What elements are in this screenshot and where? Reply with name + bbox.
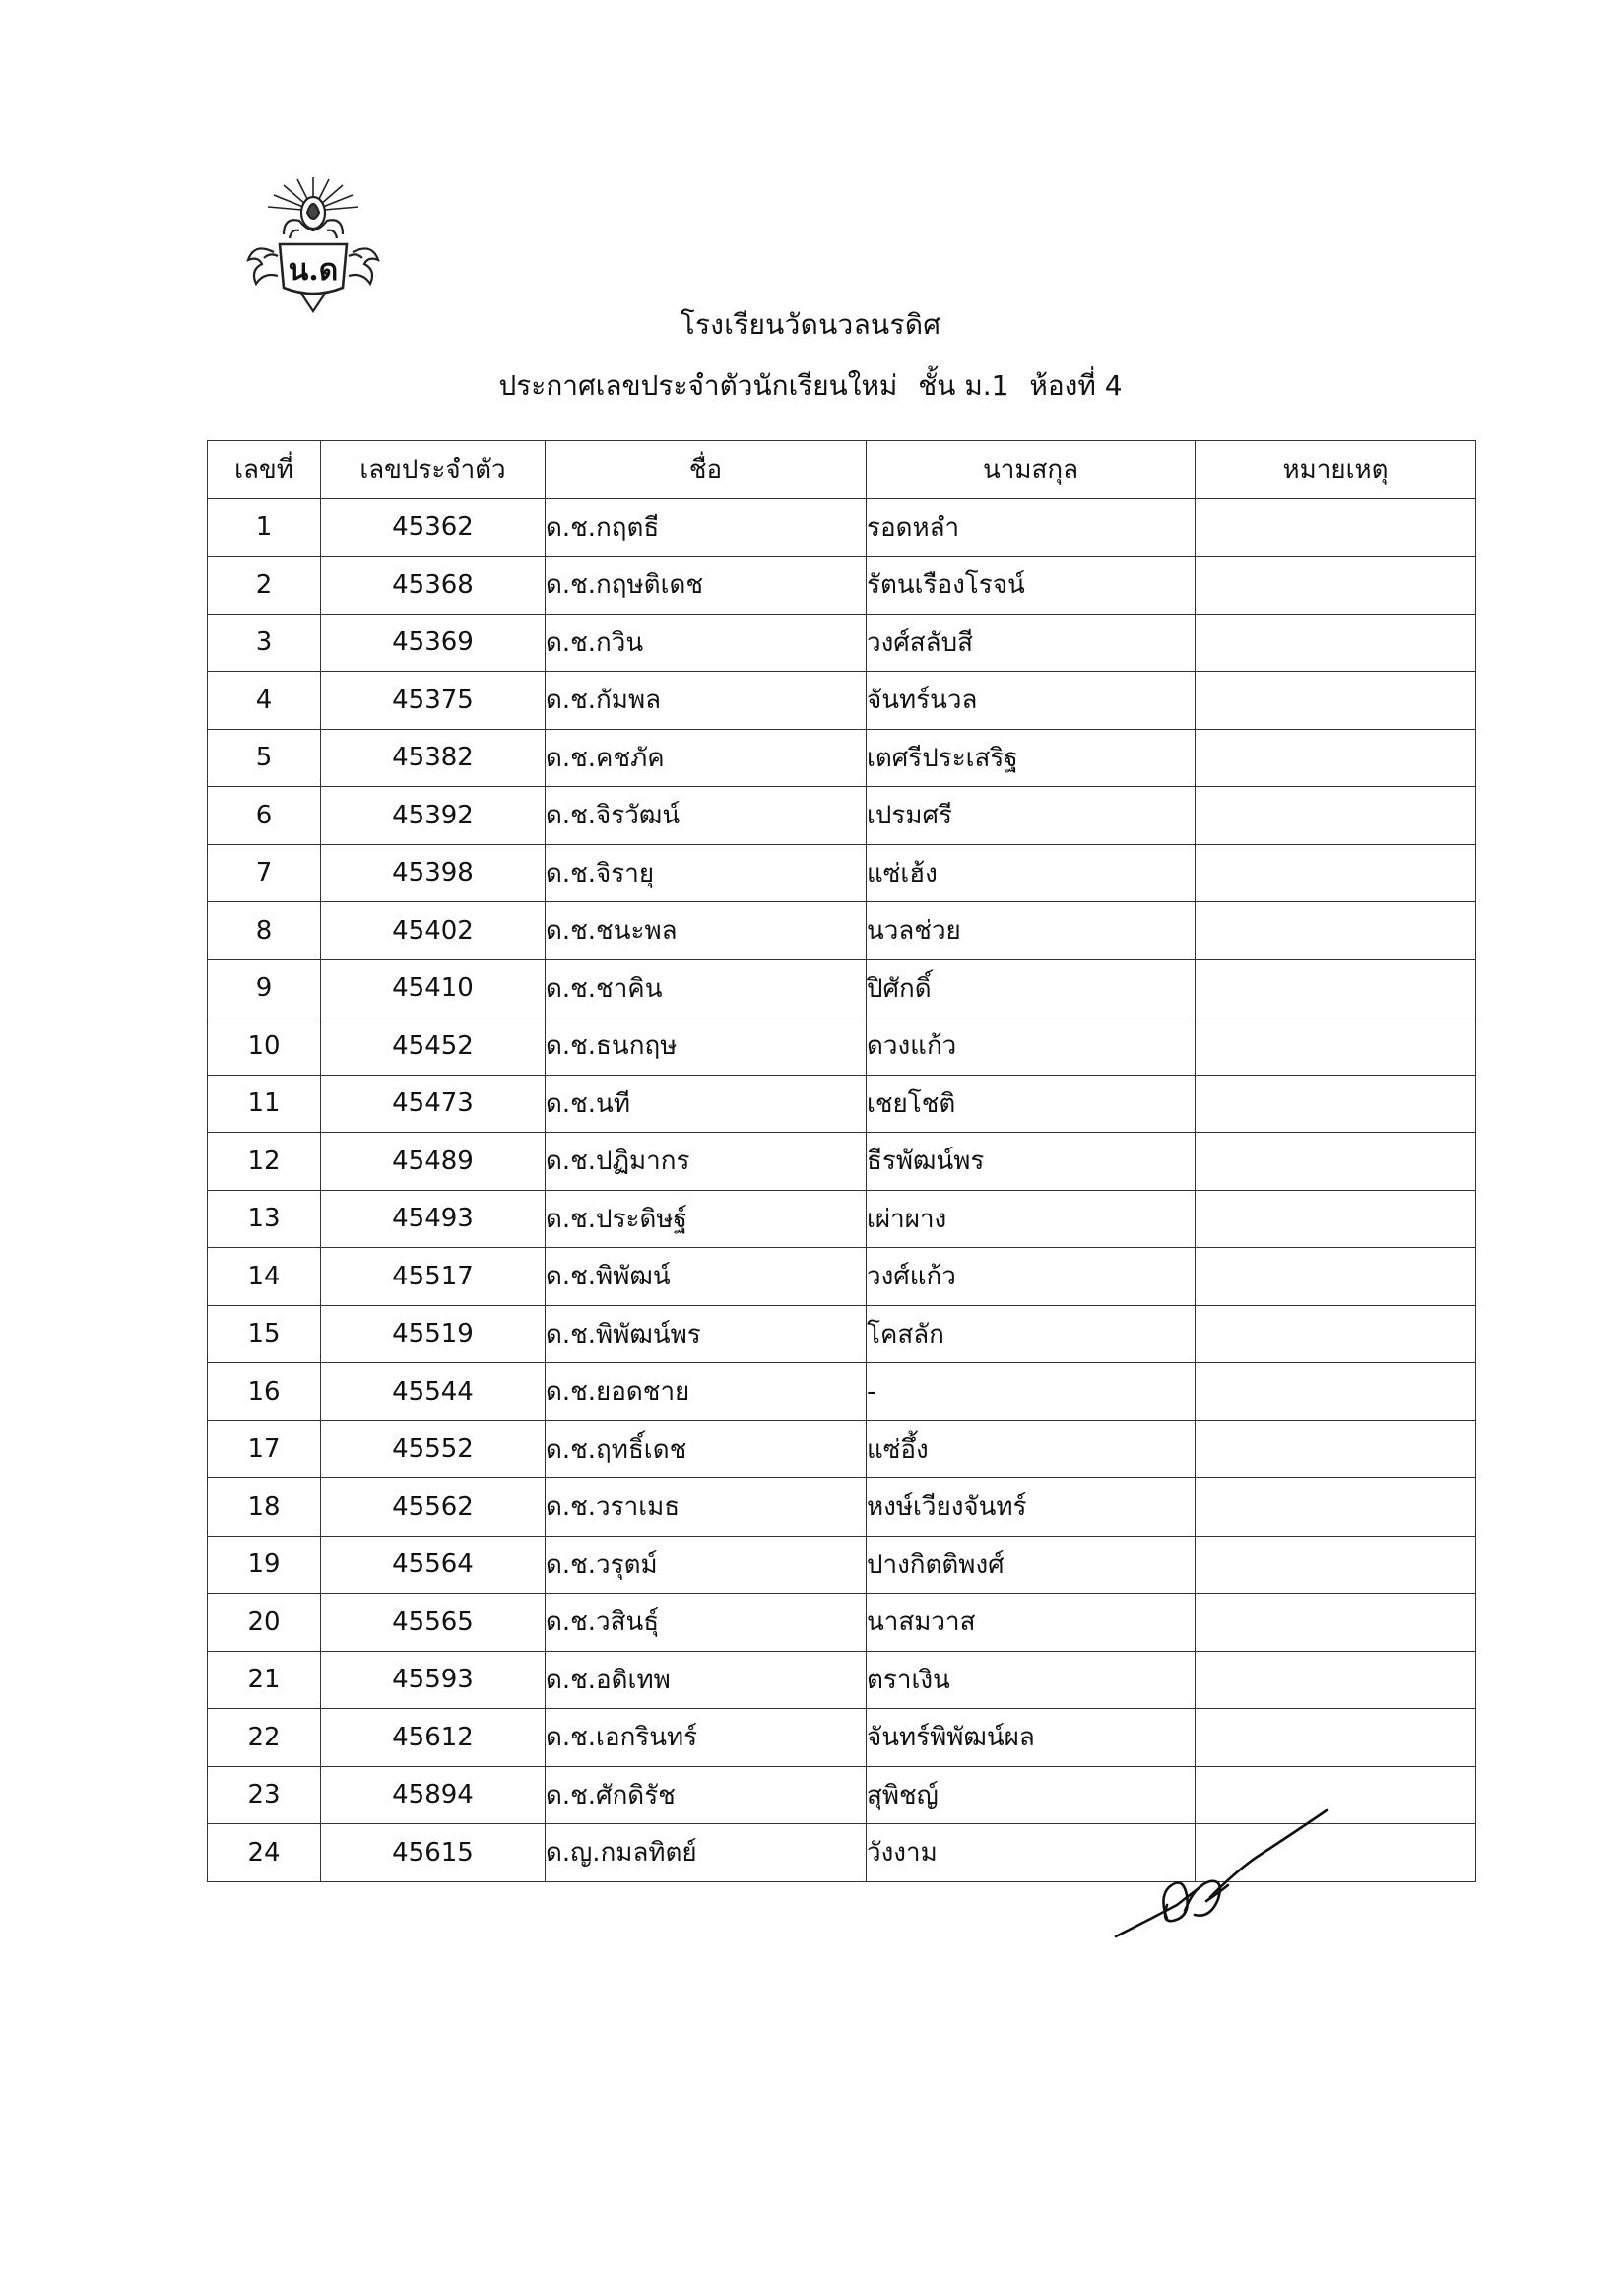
student-id-cell: 45398 (321, 844, 546, 902)
student-id-cell: 45382 (321, 729, 546, 787)
student-id-cell: 45565 (321, 1594, 546, 1652)
row-number-cell: 12 (208, 1133, 321, 1191)
last-name-cell: แซ่เฮ้ง (867, 844, 1196, 902)
table-row (208, 902, 1476, 960)
column-header-first-name: ชื่อ (546, 441, 867, 499)
first-name-cell: ด.ช.วราเมธ (546, 1478, 867, 1537)
remarks-cell (1196, 1017, 1476, 1076)
table-row (208, 1363, 1476, 1421)
remarks-cell (1196, 672, 1476, 730)
last-name-cell: ปางกิตติพงศ์ (867, 1536, 1196, 1594)
last-name-cell: จันทร์นวล (867, 672, 1196, 730)
student-id-cell: 45517 (321, 1248, 546, 1306)
table-row (208, 1133, 1476, 1191)
column-header-number: เลขที่ (208, 441, 321, 499)
table-row (208, 787, 1476, 845)
table-row (208, 557, 1476, 615)
remarks-cell (1196, 1594, 1476, 1652)
student-id-cell: 45544 (321, 1363, 546, 1421)
last-name-cell: - (867, 1363, 1196, 1421)
row-number-cell: 4 (208, 672, 321, 730)
remarks-cell (1196, 1420, 1476, 1478)
table-row (208, 1478, 1476, 1537)
row-number-cell: 8 (208, 902, 321, 960)
row-number-cell: 20 (208, 1594, 321, 1652)
remarks-cell (1196, 844, 1476, 902)
student-id-cell: 45452 (321, 1017, 546, 1076)
first-name-cell: ด.ช.วสินธุ์ (546, 1594, 867, 1652)
last-name-cell: สุพิชญ์ (867, 1766, 1196, 1824)
remarks-cell (1196, 1133, 1476, 1191)
last-name-cell: เปรมศรี (867, 787, 1196, 845)
student-id-cell: 45392 (321, 787, 546, 845)
column-header-remarks: หมายเหตุ (1196, 441, 1476, 499)
first-name-cell: ด.ช.พิพัฒน์ (546, 1248, 867, 1306)
student-id-cell: 45593 (321, 1651, 546, 1709)
remarks-cell (1196, 1478, 1476, 1537)
first-name-cell: ด.ช.ชนะพล (546, 902, 867, 960)
student-id-cell: 45615 (321, 1824, 546, 1882)
remarks-cell (1196, 729, 1476, 787)
last-name-cell: รอดหลำ (867, 498, 1196, 557)
first-name-cell: ด.ช.คชภัค (546, 729, 867, 787)
remarks-cell (1196, 1363, 1476, 1421)
remarks-cell (1196, 1651, 1476, 1709)
last-name-cell: แซ่อึ้ง (867, 1420, 1196, 1478)
table-row (208, 1420, 1476, 1478)
last-name-cell: ดวงแก้ว (867, 1017, 1196, 1076)
page-subtitle (0, 364, 1621, 408)
first-name-cell: ด.ช.พิพัฒน์พร (546, 1305, 867, 1363)
table-row (208, 1305, 1476, 1363)
remarks-cell (1196, 1248, 1476, 1306)
table-row (208, 959, 1476, 1017)
subtitle-grade: ชั้น ม.1 (918, 369, 1009, 402)
last-name-cell: ธีรพัฒน์พร (867, 1133, 1196, 1191)
row-number-cell: 10 (208, 1017, 321, 1076)
first-name-cell: ด.ช.กฤษติเดช (546, 557, 867, 615)
student-id-cell: 45562 (321, 1478, 546, 1537)
first-name-cell: ด.ญ.กมลทิตย์ (546, 1824, 867, 1882)
table-row (208, 1248, 1476, 1306)
row-number-cell: 18 (208, 1478, 321, 1537)
table-row (208, 729, 1476, 787)
row-number-cell: 2 (208, 557, 321, 615)
table-row (208, 1075, 1476, 1133)
last-name-cell: วังงาม (867, 1824, 1196, 1882)
row-number-cell: 24 (208, 1824, 321, 1882)
table-body (208, 498, 1476, 1881)
last-name-cell: หงษ์เวียงจันทร์ (867, 1478, 1196, 1537)
table-row (208, 1017, 1476, 1076)
first-name-cell: ด.ช.ยอดชาย (546, 1363, 867, 1421)
last-name-cell: เชยโชติ (867, 1075, 1196, 1133)
first-name-cell: ด.ช.ชาคิน (546, 959, 867, 1017)
remarks-cell (1196, 1075, 1476, 1133)
first-name-cell: ด.ช.ศักดิรัช (546, 1766, 867, 1824)
row-number-cell: 23 (208, 1766, 321, 1824)
last-name-cell: วงศ์แก้ว (867, 1248, 1196, 1306)
remarks-cell (1196, 959, 1476, 1017)
student-id-cell: 45369 (321, 614, 546, 672)
last-name-cell: จันทร์พิพัฒน์ผล (867, 1709, 1196, 1767)
last-name-cell: นาสมวาส (867, 1594, 1196, 1652)
remarks-cell (1196, 557, 1476, 615)
student-id-cell: 45402 (321, 902, 546, 960)
row-number-cell: 22 (208, 1709, 321, 1767)
row-number-cell: 17 (208, 1420, 321, 1478)
table-row (208, 1709, 1476, 1767)
row-number-cell: 19 (208, 1536, 321, 1594)
row-number-cell: 9 (208, 959, 321, 1017)
row-number-cell: 1 (208, 498, 321, 557)
row-number-cell: 7 (208, 844, 321, 902)
last-name-cell: วงศ์สลับสี (867, 614, 1196, 672)
remarks-cell (1196, 614, 1476, 672)
last-name-cell: โคสลัก (867, 1305, 1196, 1363)
column-header-student-id: เลขประจำตัว (321, 441, 546, 499)
table-header-row (208, 441, 1476, 499)
subtitle-room: ห้องที่ 4 (1029, 369, 1123, 402)
first-name-cell: ด.ช.กัมพล (546, 672, 867, 730)
row-number-cell: 21 (208, 1651, 321, 1709)
row-number-cell: 5 (208, 729, 321, 787)
remarks-cell (1196, 1305, 1476, 1363)
table-row (208, 1651, 1476, 1709)
last-name-cell: รัตนเรืองโรจน์ (867, 557, 1196, 615)
row-number-cell: 13 (208, 1190, 321, 1248)
remarks-cell (1196, 787, 1476, 845)
first-name-cell: ด.ช.จิรวัฒน์ (546, 787, 867, 845)
table-row (208, 844, 1476, 902)
student-id-cell: 45564 (321, 1536, 546, 1594)
remarks-cell (1196, 1709, 1476, 1767)
first-name-cell: ด.ช.ฤทธิ์เดช (546, 1420, 867, 1478)
student-id-cell: 45368 (321, 557, 546, 615)
student-roster-table (207, 440, 1476, 1882)
first-name-cell: ด.ช.วรุตม์ (546, 1536, 867, 1594)
student-id-cell: 45552 (321, 1420, 546, 1478)
last-name-cell: เผ่าผาง (867, 1190, 1196, 1248)
row-number-cell: 11 (208, 1075, 321, 1133)
row-number-cell: 15 (208, 1305, 321, 1363)
signature (1108, 1803, 1334, 1940)
row-number-cell: 3 (208, 614, 321, 672)
last-name-cell: ตราเงิน (867, 1651, 1196, 1709)
first-name-cell: ด.ช.นที (546, 1075, 867, 1133)
first-name-cell: ด.ช.ธนกฤษ (546, 1017, 867, 1076)
remarks-cell (1196, 498, 1476, 557)
table-row (208, 498, 1476, 557)
student-id-cell: 45519 (321, 1305, 546, 1363)
logo-lettering: น.ด (288, 253, 339, 288)
first-name-cell: ด.ช.จิรายุ (546, 844, 867, 902)
student-id-cell: 45473 (321, 1075, 546, 1133)
first-name-cell: ด.ช.ประดิษฐ์ (546, 1190, 867, 1248)
column-header-last-name: นามสกุล (867, 441, 1196, 499)
row-number-cell: 16 (208, 1363, 321, 1421)
subtitle-announcement: ประกาศเลขประจำตัวนักเรียนใหม่ (498, 369, 898, 402)
first-name-cell: ด.ช.ปฏิมากร (546, 1133, 867, 1191)
student-id-cell: 45410 (321, 959, 546, 1017)
student-id-cell: 45894 (321, 1766, 546, 1824)
student-id-cell: 45489 (321, 1133, 546, 1191)
last-name-cell: เตศรีประเสริฐ (867, 729, 1196, 787)
table-row (208, 1190, 1476, 1248)
table-row (208, 672, 1476, 730)
student-id-cell: 45612 (321, 1709, 546, 1767)
first-name-cell: ด.ช.เอกรินทร์ (546, 1709, 867, 1767)
student-id-cell: 45493 (321, 1190, 546, 1248)
table-row (208, 614, 1476, 672)
page-title: โรงเรียนวัดนวลนรดิศ (680, 308, 941, 341)
last-name-cell: นวลช่วย (867, 902, 1196, 960)
row-number-cell: 14 (208, 1248, 321, 1306)
student-id-cell: 45362 (321, 498, 546, 557)
row-number-cell: 6 (208, 787, 321, 845)
remarks-cell (1196, 1190, 1476, 1248)
first-name-cell: ด.ช.กวิน (546, 614, 867, 672)
first-name-cell: ด.ช.อดิเทพ (546, 1651, 867, 1709)
table-row (208, 1594, 1476, 1652)
table-row (208, 1536, 1476, 1594)
remarks-cell (1196, 1536, 1476, 1594)
last-name-cell: ปิศักดิ์ (867, 959, 1196, 1017)
first-name-cell: ด.ช.กฤตธี (546, 498, 867, 557)
remarks-cell (1196, 902, 1476, 960)
student-id-cell: 45375 (321, 672, 546, 730)
